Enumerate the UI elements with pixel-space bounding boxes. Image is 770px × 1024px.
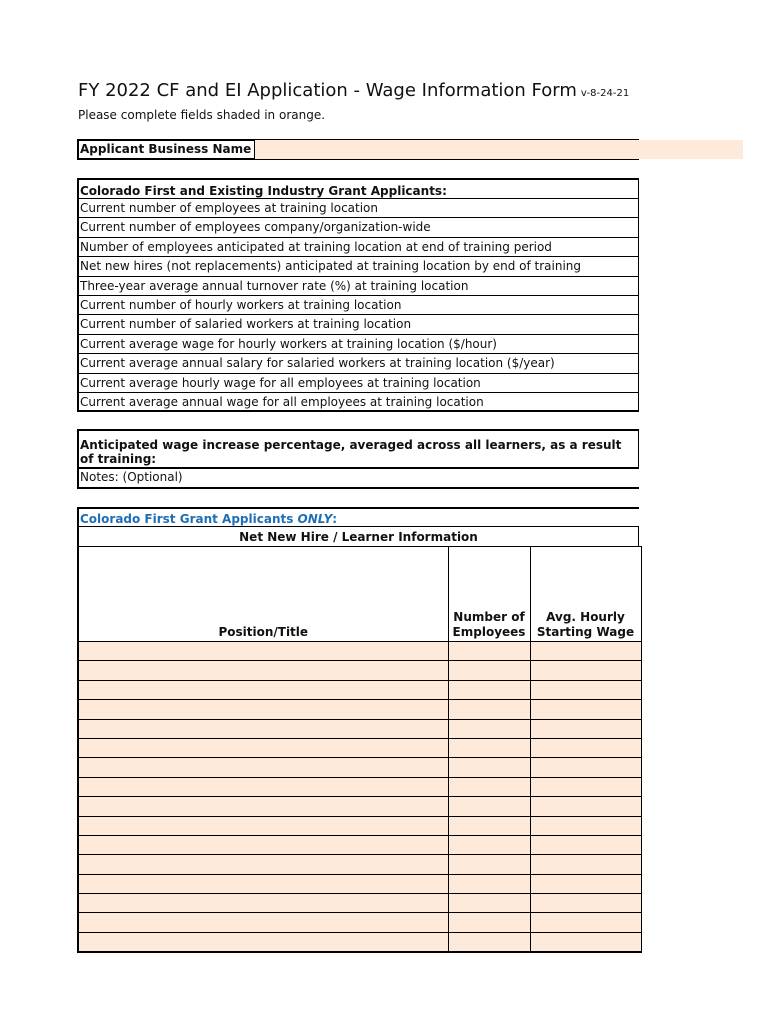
number-of-employees-cell[interactable] — [448, 797, 530, 816]
column-header-avg-hourly-wage — [530, 547, 641, 642]
avg-hourly-wage-cell[interactable] — [530, 700, 641, 719]
column-header-number-of-employees — [448, 547, 530, 642]
cf-ei-section-header: Colorado First and Existing Industry Grant Applicants: — [77, 178, 639, 199]
applicant-business-name-field[interactable] — [254, 140, 743, 159]
column-header-position: Position/Title — [78, 547, 448, 642]
cf-ei-row-label: Current average annual salary for salaried workers at training location ($/year) — [77, 354, 639, 373]
table-row — [78, 932, 641, 951]
number-of-employees-cell[interactable] — [448, 874, 530, 893]
cf-only-header-emphasis: ONLY — [297, 512, 333, 526]
position-cell[interactable] — [78, 738, 448, 757]
position-cell[interactable] — [78, 777, 448, 796]
new-hire-table — [77, 546, 642, 953]
number-of-employees-cell[interactable] — [448, 816, 530, 835]
column-header-wage-text: Avg. Hourly Starting Wage — [536, 610, 635, 639]
position-cell[interactable] — [78, 642, 448, 661]
avg-hourly-wage-cell[interactable] — [530, 719, 641, 738]
cf-only-header-prefix: Colorado First Grant Applicants — [80, 512, 298, 526]
table-row — [78, 874, 641, 893]
position-cell[interactable] — [78, 661, 448, 680]
number-of-employees-cell[interactable] — [448, 738, 530, 757]
cf-ei-row-label: Number of employees anticipated at training location at end of training period — [77, 238, 639, 257]
table-row — [78, 835, 641, 854]
position-cell[interactable] — [78, 855, 448, 874]
number-of-employees-cell[interactable] — [448, 642, 530, 661]
avg-hourly-wage-cell[interactable] — [530, 932, 641, 951]
position-cell[interactable] — [78, 700, 448, 719]
avg-hourly-wage-cell[interactable] — [530, 874, 641, 893]
table-row — [78, 680, 641, 699]
table-row — [78, 913, 641, 932]
table-row — [78, 855, 641, 874]
position-cell[interactable] — [78, 816, 448, 835]
cf-ei-row-label: Current number of employees at training location — [77, 199, 639, 218]
form-subtitle: Please complete fields shaded in orange. — [78, 108, 326, 122]
number-of-employees-cell[interactable] — [448, 758, 530, 777]
column-header-number-text: Number of Employees — [452, 610, 526, 639]
avg-hourly-wage-cell[interactable] — [530, 642, 641, 661]
avg-hourly-wage-cell[interactable] — [530, 680, 641, 699]
avg-hourly-wage-cell[interactable] — [530, 777, 641, 796]
position-cell[interactable] — [78, 797, 448, 816]
position-cell[interactable] — [78, 913, 448, 932]
cf-ei-row-label: Current number of employees company/organization-wide — [77, 218, 639, 237]
cf-ei-row-label: Current average annual wage for all employees at training location — [77, 393, 639, 412]
cf-ei-row-label: Current average hourly wage for all employees at training location — [77, 374, 639, 393]
form-version: v-8-24-21 — [580, 88, 630, 99]
table-row — [78, 700, 641, 719]
position-cell[interactable] — [78, 680, 448, 699]
cf-ei-row-label: Current number of hourly workers at training location — [77, 296, 639, 315]
position-cell[interactable] — [78, 874, 448, 893]
avg-hourly-wage-cell[interactable] — [530, 835, 641, 854]
wage-increase-label: Anticipated wage increase percentage, averaged across all learners, as a result of training: — [77, 429, 639, 469]
new-hire-table-header-row — [78, 547, 641, 642]
cf-ei-row-label: Net new hires (not replacements) anticipated at training location by end of training — [77, 257, 639, 276]
number-of-employees-cell[interactable] — [448, 835, 530, 854]
cf-only-section-header — [77, 507, 639, 527]
position-cell[interactable] — [78, 894, 448, 913]
avg-hourly-wage-cell[interactable] — [530, 894, 641, 913]
table-row — [78, 894, 641, 913]
form-title — [78, 80, 629, 101]
table-row — [78, 642, 641, 661]
cf-only-header-suffix: : — [332, 512, 338, 526]
table-row — [78, 797, 641, 816]
number-of-employees-cell[interactable] — [448, 719, 530, 738]
position-cell[interactable] — [78, 835, 448, 854]
avg-hourly-wage-cell[interactable] — [530, 816, 641, 835]
avg-hourly-wage-cell[interactable] — [530, 855, 641, 874]
number-of-employees-cell[interactable] — [448, 913, 530, 932]
avg-hourly-wage-cell[interactable] — [530, 913, 641, 932]
new-hire-table-title: Net New Hire / Learner Information — [77, 527, 639, 547]
table-row — [78, 719, 641, 738]
number-of-employees-cell[interactable] — [448, 700, 530, 719]
table-row — [78, 816, 641, 835]
avg-hourly-wage-cell[interactable] — [530, 797, 641, 816]
table-row — [78, 758, 641, 777]
avg-hourly-wage-cell[interactable] — [530, 758, 641, 777]
table-row — [78, 661, 641, 680]
number-of-employees-cell[interactable] — [448, 855, 530, 874]
cf-ei-row-label: Three-year average annual turnover rate (%) at training location — [77, 277, 639, 296]
avg-hourly-wage-cell[interactable] — [530, 661, 641, 680]
number-of-employees-cell[interactable] — [448, 932, 530, 951]
avg-hourly-wage-cell[interactable] — [530, 738, 641, 757]
number-of-employees-cell[interactable] — [448, 680, 530, 699]
cf-ei-row-label: Current number of salaried workers at training location — [77, 315, 639, 334]
position-cell[interactable] — [78, 758, 448, 777]
number-of-employees-cell[interactable] — [448, 777, 530, 796]
position-cell[interactable] — [78, 719, 448, 738]
cf-ei-row-label: Current average wage for hourly workers at training location ($/hour) — [77, 335, 639, 354]
table-row — [78, 777, 641, 796]
number-of-employees-cell[interactable] — [448, 661, 530, 680]
wage-increase-notes[interactable]: Notes: (Optional) — [77, 469, 639, 489]
form-title-text: FY 2022 CF and EI Application - Wage Information Form — [78, 80, 577, 101]
table-row — [78, 738, 641, 757]
position-cell[interactable] — [78, 932, 448, 951]
new-hire-table-body — [78, 642, 641, 952]
applicant-business-name-label: Applicant Business Name — [80, 142, 252, 156]
number-of-employees-cell[interactable] — [448, 894, 530, 913]
